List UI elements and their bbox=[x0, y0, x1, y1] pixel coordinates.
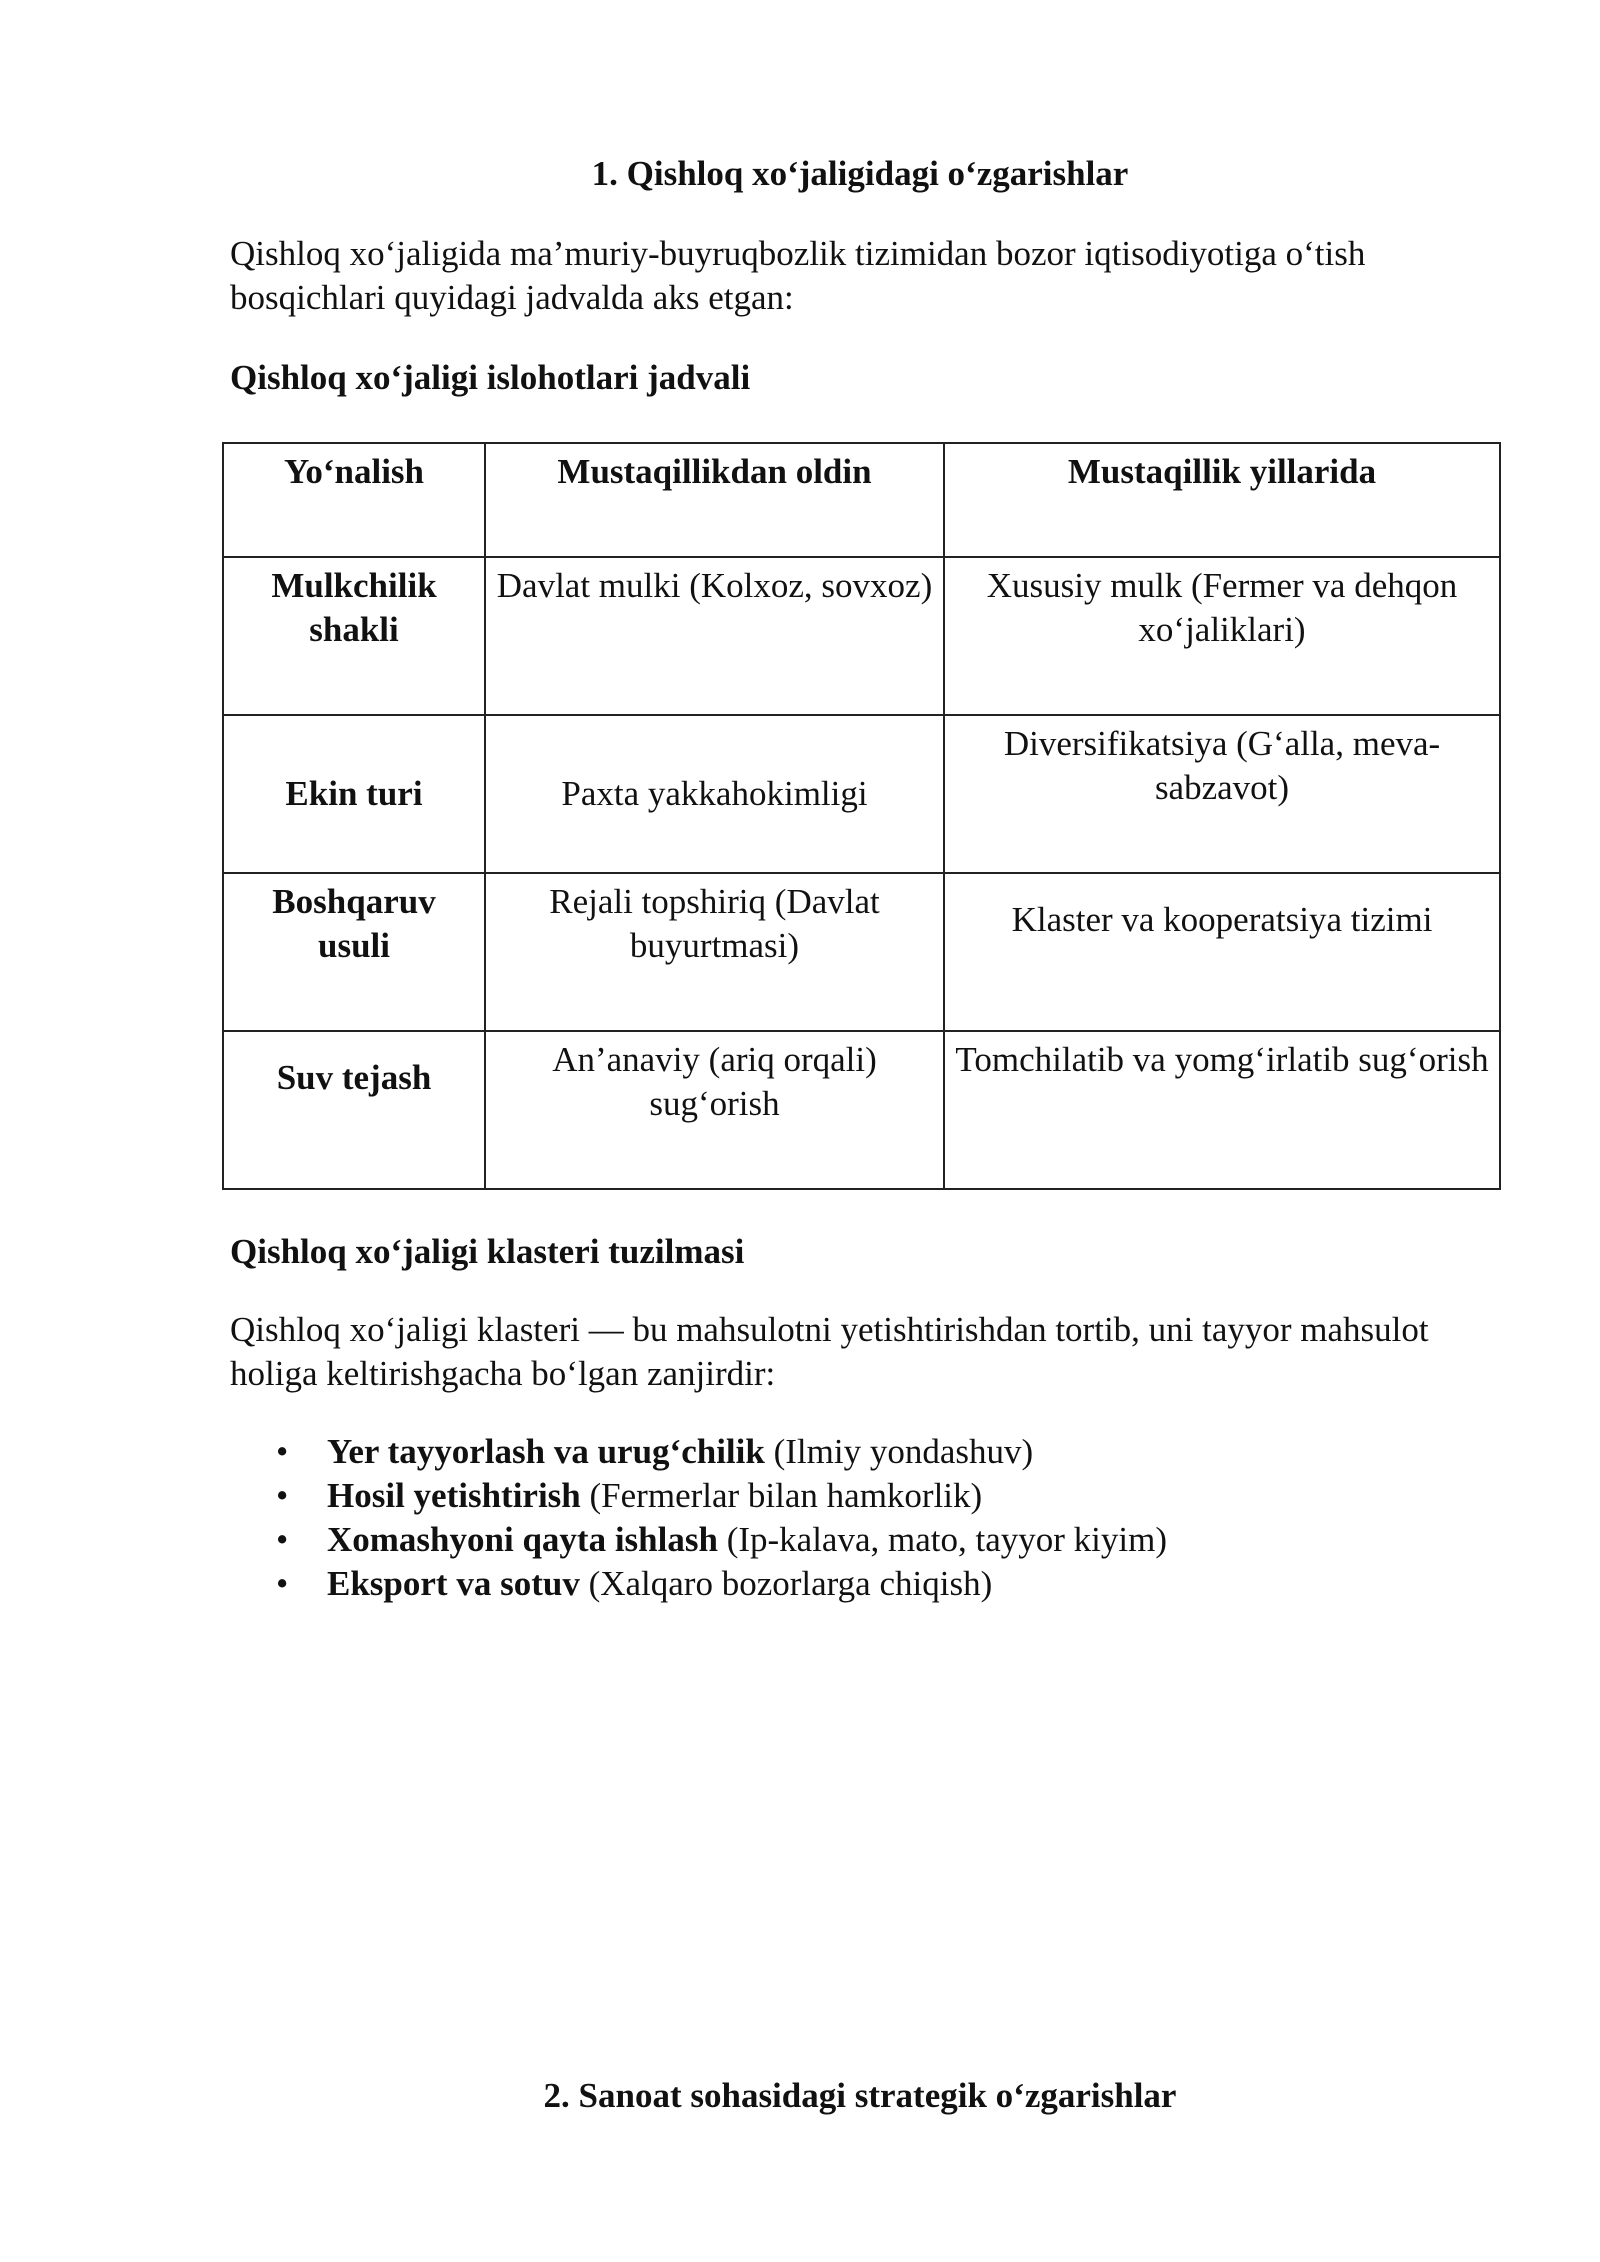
table-row bbox=[223, 715, 1500, 873]
list-item bbox=[230, 1474, 1167, 1518]
reforms-table bbox=[222, 442, 1501, 1190]
bullet-icon: • bbox=[276, 1476, 289, 1515]
table-row bbox=[223, 873, 1500, 1031]
table-row-head: Boshqaruv usuli bbox=[223, 873, 485, 1031]
list-item-note: (Ilmiy yondashuv) bbox=[764, 1432, 1034, 1471]
list-item-bold: Yer tayyorlash va urug‘chilik bbox=[327, 1432, 765, 1471]
table-cell: Rejali topshiriq (Davlat buyurtmasi) bbox=[485, 873, 944, 1031]
table-cell: Davlat mulki (Kolxoz, sovxoz) bbox=[485, 557, 944, 715]
table-cell: Paxta yakkahokimligi bbox=[485, 715, 944, 873]
list-item-note: (Fermerlar bilan hamkorlik) bbox=[580, 1476, 983, 1515]
table-row bbox=[223, 557, 1500, 715]
list-item-bold: Eksport va sotuv bbox=[327, 1564, 580, 1603]
bullet-icon: • bbox=[276, 1520, 289, 1559]
table-header-row bbox=[223, 443, 1500, 557]
cluster-chain-list bbox=[230, 1430, 1167, 1606]
table-title: Qishloq xo‘jaligi islohotlari jadvali bbox=[230, 358, 751, 397]
section-1-intro: Qishloq xo‘jaligida ma’muriy-buyruqbozlik tizimidan bozor iqtisodiyotiga o‘tish bosqichlari quyidagi jadvalda aks etgan: bbox=[230, 234, 1366, 317]
table-header-cell: Yo‘nalish bbox=[223, 443, 485, 557]
table-row-head: Mulkchilik shakli bbox=[223, 557, 485, 715]
section-1-heading: 1. Qishloq xo‘jaligidagi o‘zgarishlar bbox=[591, 154, 1129, 193]
table-cell: Tomchilatib va yomg‘irlatib sug‘orish bbox=[944, 1031, 1500, 1189]
table-cell: Klaster va kooperatsiya tizimi bbox=[944, 873, 1500, 1031]
table-cell: An’anaviy (ariq orqali) sug‘orish bbox=[485, 1031, 944, 1189]
bullet-icon: • bbox=[276, 1564, 289, 1603]
list-item bbox=[230, 1430, 1167, 1474]
bullet-icon: • bbox=[276, 1432, 289, 1471]
list-item-note: (Xalqaro bozorlarga chiqish) bbox=[579, 1564, 993, 1603]
list-item-bold: Hosil yetishtirish bbox=[327, 1476, 581, 1515]
list-item bbox=[230, 1562, 1167, 1606]
list-item-note: (Ip-kalava, mato, tayyor kiyim) bbox=[717, 1520, 1167, 1559]
table-header-cell: Mustaqillikdan oldin bbox=[485, 443, 944, 557]
list-item bbox=[230, 1518, 1167, 1562]
cluster-intro: Qishloq xo‘jaligi klasteri — bu mahsulotni yetishtirishdan tortib, uni tayyor mahsulot holiga keltirishgacha bo‘lgan zanjirdir: bbox=[230, 1310, 1429, 1393]
list-item-bold: Xomashyoni qayta ishlash bbox=[327, 1520, 718, 1559]
table-row bbox=[223, 1031, 1500, 1189]
cluster-title: Qishloq xo‘jaligi klasteri tuzilmasi bbox=[230, 1232, 745, 1271]
section-2-heading: 2. Sanoat sohasidagi strategik o‘zgarishlar bbox=[543, 2076, 1177, 2115]
table-header-cell: Mustaqillik yillarida bbox=[944, 443, 1500, 557]
table-cell: Diversifikatsiya (G‘alla, meva-sabzavot) bbox=[944, 715, 1500, 873]
table-row-head: Suv tejash bbox=[223, 1031, 485, 1189]
table-row-head: Ekin turi bbox=[223, 715, 485, 873]
table-cell: Xususiy mulk (Fermer va dehqon xo‘jaliklari) bbox=[944, 557, 1500, 715]
